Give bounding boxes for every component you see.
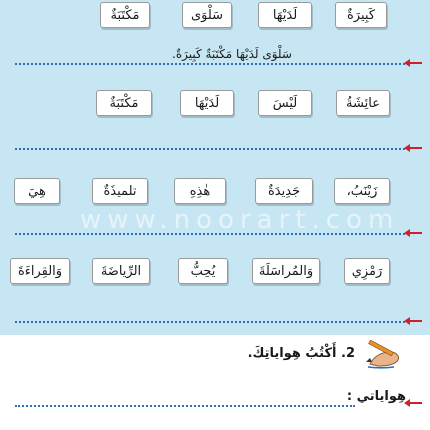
word-card[interactable]: عائِشَةُ <box>336 90 390 116</box>
arrow-icon <box>404 399 422 407</box>
word-card[interactable]: لَيْسَ <box>258 90 312 116</box>
exercise-instruction: 2. أَكْتُبُ هِواياتِكَ. <box>247 346 355 361</box>
word-card[interactable]: سَلْوَى <box>182 2 232 28</box>
arrow-icon <box>404 59 422 67</box>
word-card[interactable]: وَالقِراءَةَ <box>10 258 70 284</box>
answer-line[interactable] <box>15 405 355 407</box>
model-sentence: سَلْوَى لَدَيْهَا مَكْتَبَةٌ كَبِيرَةٌ. <box>172 47 292 61</box>
word-card[interactable]: مَكْتَبَةٌ <box>100 2 150 28</box>
word-card[interactable]: زَيْنَبُ، <box>334 178 390 204</box>
answer-line[interactable] <box>15 321 405 323</box>
word-card[interactable]: هِيَ <box>14 178 60 204</box>
watermark: www.noorart.com <box>80 205 400 235</box>
answer-line[interactable] <box>15 233 405 235</box>
answer-line[interactable] <box>15 63 405 65</box>
answer-line[interactable] <box>15 148 405 150</box>
answer-prompt: هِواياتي : <box>346 389 406 404</box>
word-card[interactable]: هٰذِهِ <box>174 178 226 204</box>
pencil-hand-icon <box>364 340 404 370</box>
arrow-icon <box>404 144 422 152</box>
word-card[interactable]: لَدَيْهَا <box>258 2 312 28</box>
word-card[interactable]: مَكْتَبَةٌ <box>96 90 152 116</box>
word-card[interactable]: جَدِيدَةٌ <box>255 178 313 204</box>
word-card[interactable]: لَدَيْهَا <box>180 90 234 116</box>
word-card[interactable]: يُحِبُّ <box>178 258 228 284</box>
word-card[interactable]: الرِّياضَةَ <box>92 258 150 284</box>
word-card[interactable]: رَمْزِي <box>344 258 390 284</box>
word-card[interactable]: كَبِيرَةٌ <box>335 2 387 28</box>
arrow-icon <box>404 317 422 325</box>
word-card[interactable]: وَالمُراسَلَةَ <box>252 258 320 284</box>
arrow-icon <box>404 229 422 237</box>
word-card[interactable]: تلميذَةٌ <box>92 178 148 204</box>
